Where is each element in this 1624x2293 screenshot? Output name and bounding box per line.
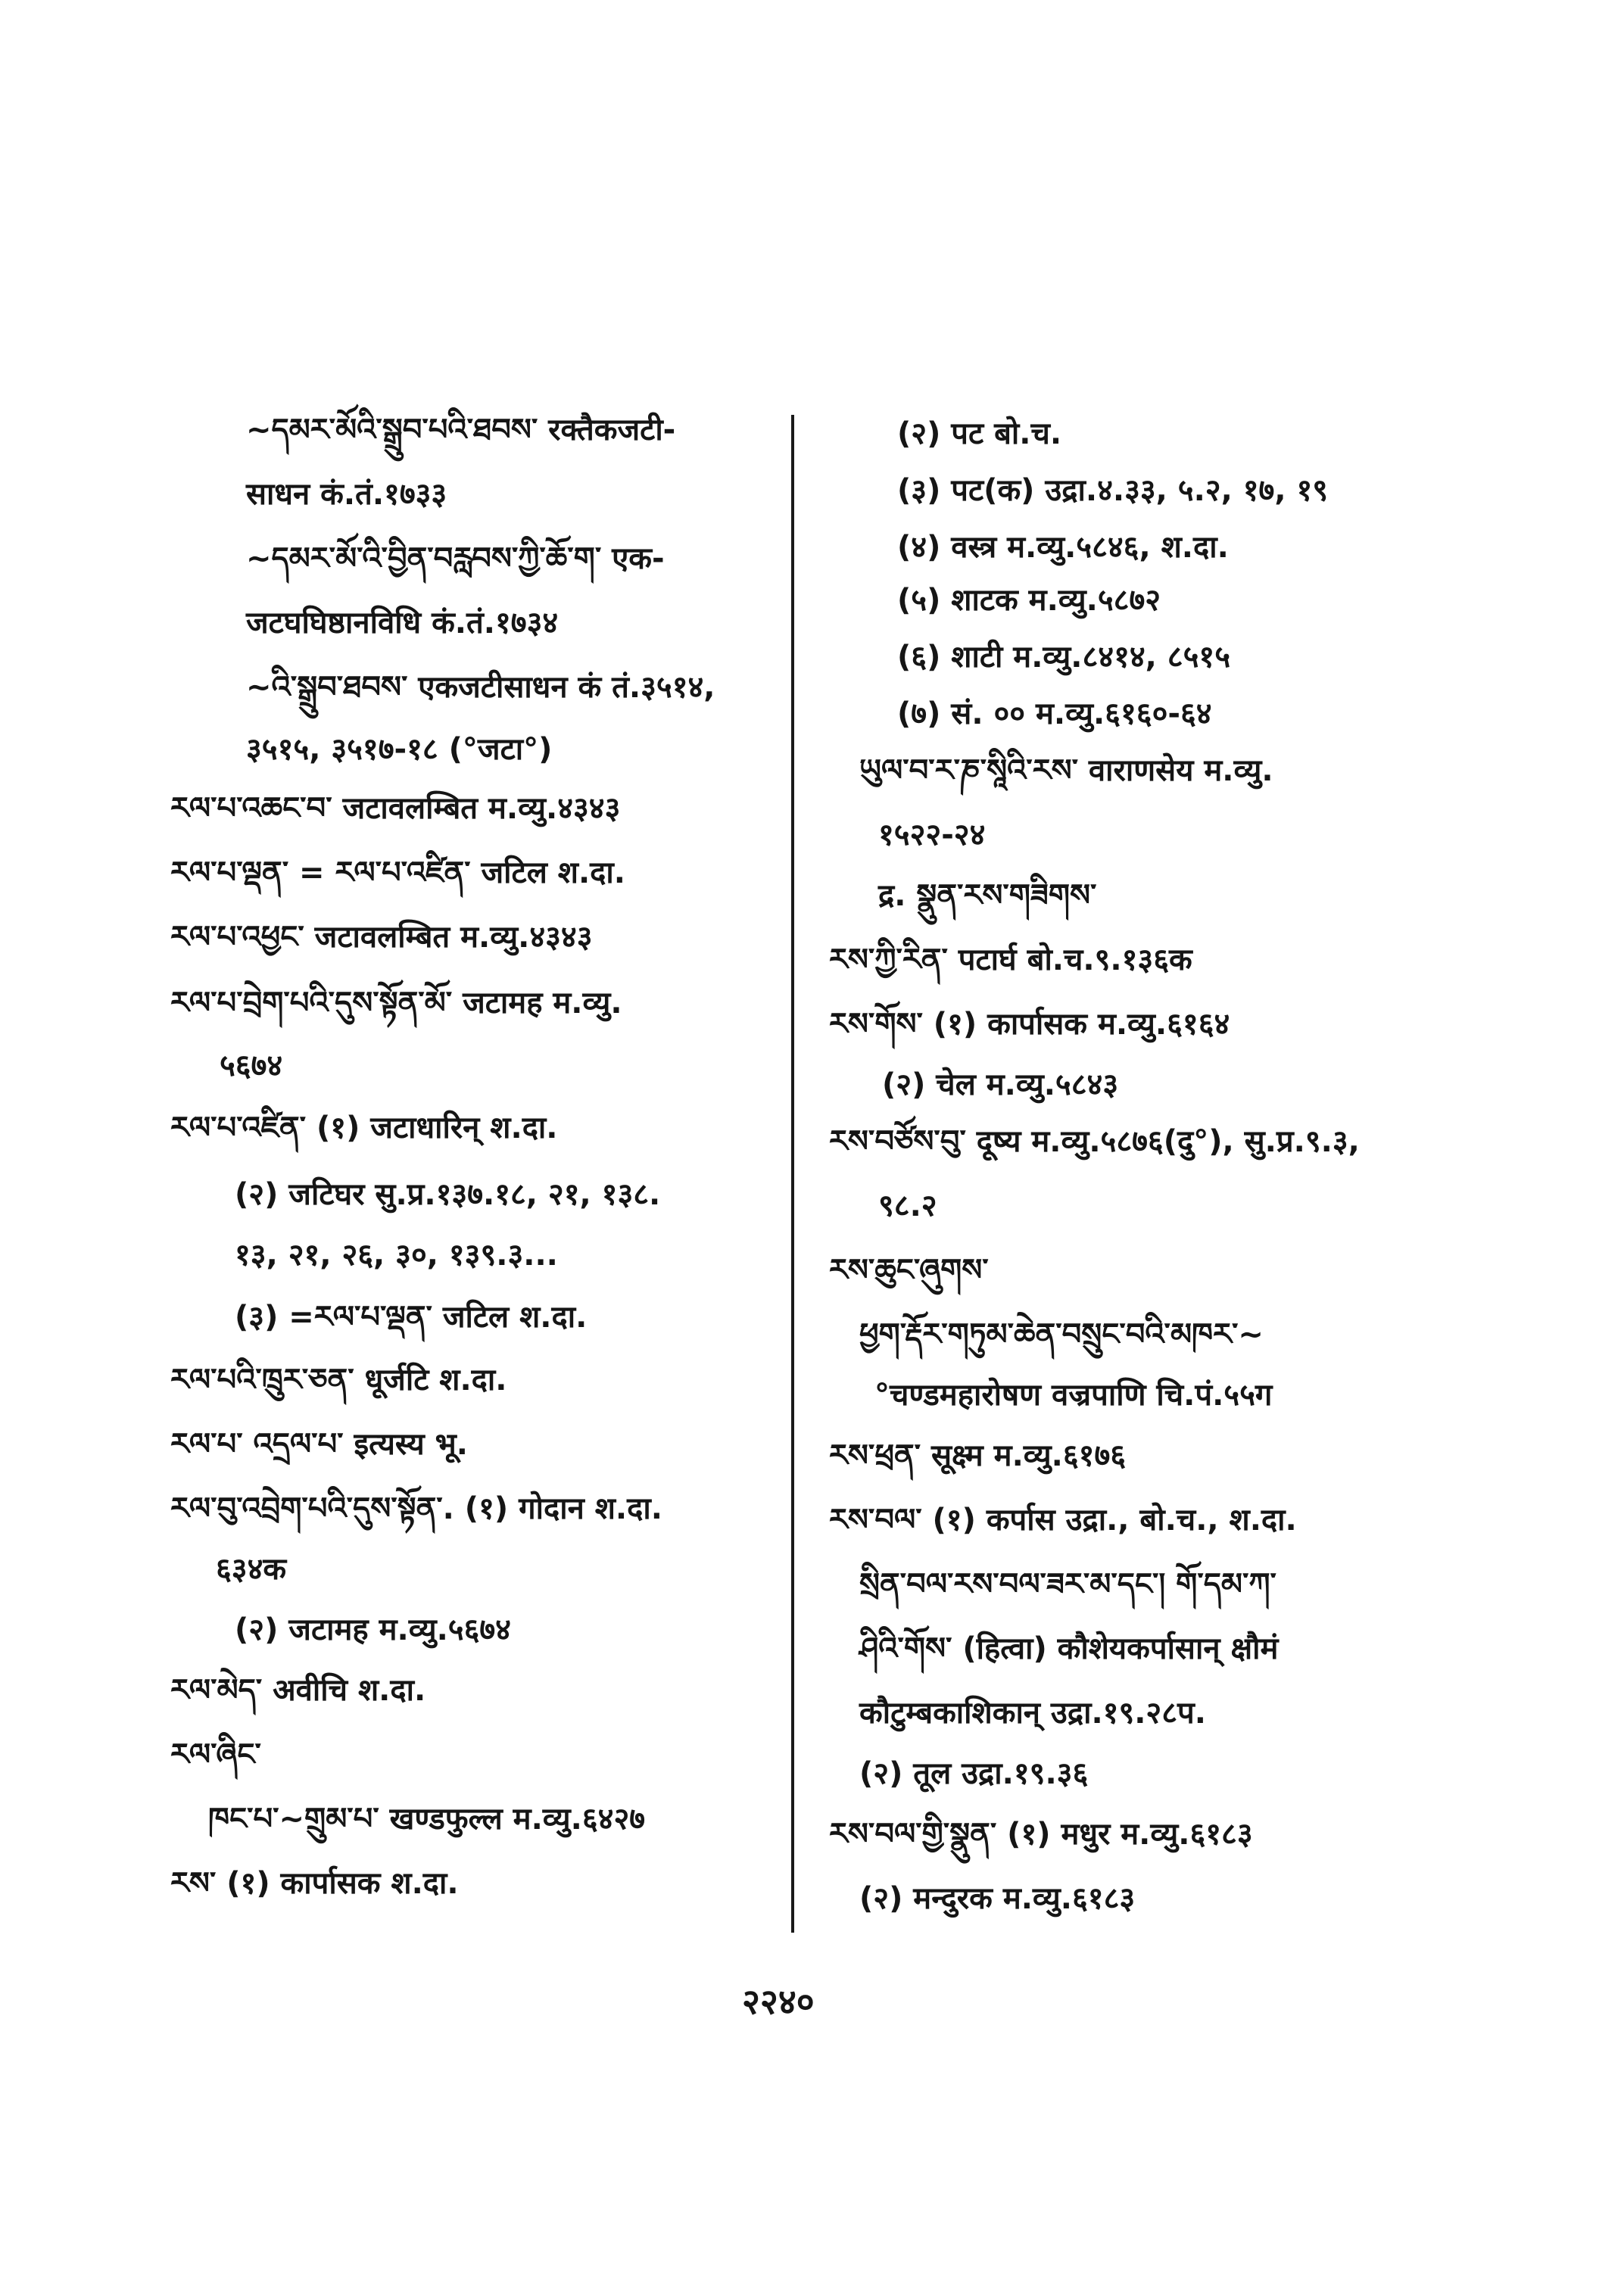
right-entry-line: द्र. སྣུན་རས་གཟིགས་ <box>878 878 1097 913</box>
right-entry-line: རས་གོས་ (१) कार्पासक म.व्यु.६१६४ <box>829 1007 1230 1042</box>
right-entry-line: རས་ཀྱི་རིན་ पटार्घ बो.च.९.१३६क <box>829 942 1192 977</box>
left-entry-line: རལ་པ་ལྡན་ = རལ་པ་འཛིན་ जटिल श.दा. <box>170 855 625 890</box>
left-entry-line: १३, २१, २६, ३०, १३९.३... <box>235 1238 558 1273</box>
left-entry-line: རལ་པ་འཆང་བ་ जटावलम्बित म.व्यु.४३४३ <box>170 791 621 826</box>
left-entry-line: (३) =རལ་པ་ལྡན་ जटिल श.दा. <box>235 1300 588 1335</box>
left-entry-line: ~དམར་མོ་འི་བྱིན་བརླབས་ཀྱི་ཆོ་ག་ एक- <box>246 541 665 576</box>
left-entry-line: རལ་མེད་ अवीचि श.दा. <box>170 1673 426 1708</box>
left-entry-line: རལ་པ་ འདྲལ་པ་ इत्यस्य भू. <box>170 1427 468 1462</box>
left-entry-line: ~འི་སྒྲུབ་ཐབས་ एकजटीसाधन कं तं.३५१४, <box>246 670 715 705</box>
right-entry-line: རས་བཙོས་བུ་ दूष्य म.व्यु.५८७६(दु°), सु.प्र.९.३, <box>829 1124 1360 1159</box>
right-entry-line: ཡུལ་བ་ར་ཎ་སཱིའི་རས་ वाराणसेय म.व्यु. <box>859 753 1273 788</box>
right-entry-line: (३) पट(क) उद्रा.४.३३, ५.२, १७, १९ <box>897 473 1329 508</box>
left-entry-line: རལ་ཞིང་ <box>170 1737 261 1772</box>
right-entry-line: ཤིའི་གོས་ (हित्वा) कौशेयकर्पासान् क्षौमं <box>859 1631 1279 1666</box>
right-entry-line: (५) शाटक म.व्यु.५८७२ <box>897 583 1161 618</box>
left-entry-line: ३५१५, ३५१७-१८ (°जटा°) <box>246 732 553 767</box>
left-entry-line: ५६७४ <box>220 1048 283 1083</box>
left-entry-line: साधन कं.तं.१७३३ <box>246 477 447 512</box>
right-entry-line: (७) सं. ०० म.व्यु.६१६०-६४ <box>897 696 1212 731</box>
right-entry-line: རས་བལ་ (१) कर्पास उद्रा., बो.च., श.दा. <box>829 1503 1297 1537</box>
right-entry-line: (२) मन्दुरक म.व्यु.६१८३ <box>859 1881 1136 1916</box>
left-entry-line: (२) जटिघर सु.प्र.१३७.१८, २१, १३८. <box>235 1177 661 1212</box>
right-entry-line: རས་ཕྲན་ सूक्ष्म म.व्यु.६१७६ <box>829 1438 1127 1473</box>
left-entry-line: རལ་པ་བྲེག་པའི་དུས་སྟོན་མོ་ जटामह म.व्यु. <box>170 986 622 1020</box>
right-entry-line: (२) चेल म.व्यु.५८४३ <box>882 1067 1119 1102</box>
left-entry-line: (२) जटामह म.व्यु.५६७४ <box>235 1612 511 1647</box>
left-entry-line: རལ་པའི་ཁྲུར་ཅན་ धूर्जटि श.दा. <box>170 1363 507 1397</box>
left-entry-line: ཁང་པ་~གྲུམ་པ་ खण्डफुल्ल म.व्यु.६४२७ <box>208 1802 646 1837</box>
left-entry-line: རས་ (१) कार्पासक श.दा. <box>170 1866 459 1901</box>
right-entry-line: १५२२-२४ <box>878 818 986 852</box>
left-entry-line: རལ་པ་འཕྱང་ जटावलम्बित म.व्यु.४३४३ <box>170 920 593 955</box>
right-entry-line: སྲིན་བལ་རས་བལ་ཟར་མ་དང་། གོ་དམ་ཀ་ <box>859 1567 1276 1602</box>
right-entry-line: ९८.२ <box>878 1189 937 1223</box>
left-entry-line: ~དམར་མོའི་སྒྲུབ་པའི་ཐབས་ रक्तैकजटी- <box>246 413 676 447</box>
right-entry-line: (६) शाटी म.व्यु.८४१४, ८५१५ <box>897 640 1231 675</box>
page-number: २२४० <box>742 1981 815 2022</box>
left-entry-line: རལ་བུ་འབྲེག་པའི་དུས་སྟོན་. (१) गोदान श.दा. <box>170 1491 662 1526</box>
right-entry-line: (२) पट बो.च. <box>897 416 1062 451</box>
right-entry-line: °चण्डमहारोषण वज्रपाणि चि.पं.५५ग <box>874 1378 1273 1413</box>
left-entry-line: རལ་པ་འཛིན་ (१) जटाधारिन् श.दा. <box>170 1111 558 1145</box>
left-entry-line: ६३४क <box>216 1552 287 1587</box>
column-divider <box>791 415 794 1933</box>
right-entry-line: ཕྱག་རྡོར་གཏུམ་ཆེན་བསྲུང་བའི་མཁར་~ <box>859 1317 1264 1352</box>
right-entry-line: རས་ཆུང་ཞུགས་ <box>829 1253 989 1288</box>
left-entry-line: जटघघिष्ठानविधि कं.तं.१७३४ <box>246 606 559 640</box>
right-entry-line: कौटुम्बकाशिकान् उद्रा.१९.२८प. <box>859 1696 1206 1731</box>
right-entry-line: (४) वस्त्र म.व्यु.५८४६, श.दा. <box>897 530 1229 565</box>
right-entry-line: རས་བལ་གྱི་སྣུན་ (१) मधुर म.व्यु.६१८३ <box>829 1817 1253 1852</box>
right-entry-line: (२) तूल उद्रा.१९.३६ <box>859 1756 1089 1791</box>
